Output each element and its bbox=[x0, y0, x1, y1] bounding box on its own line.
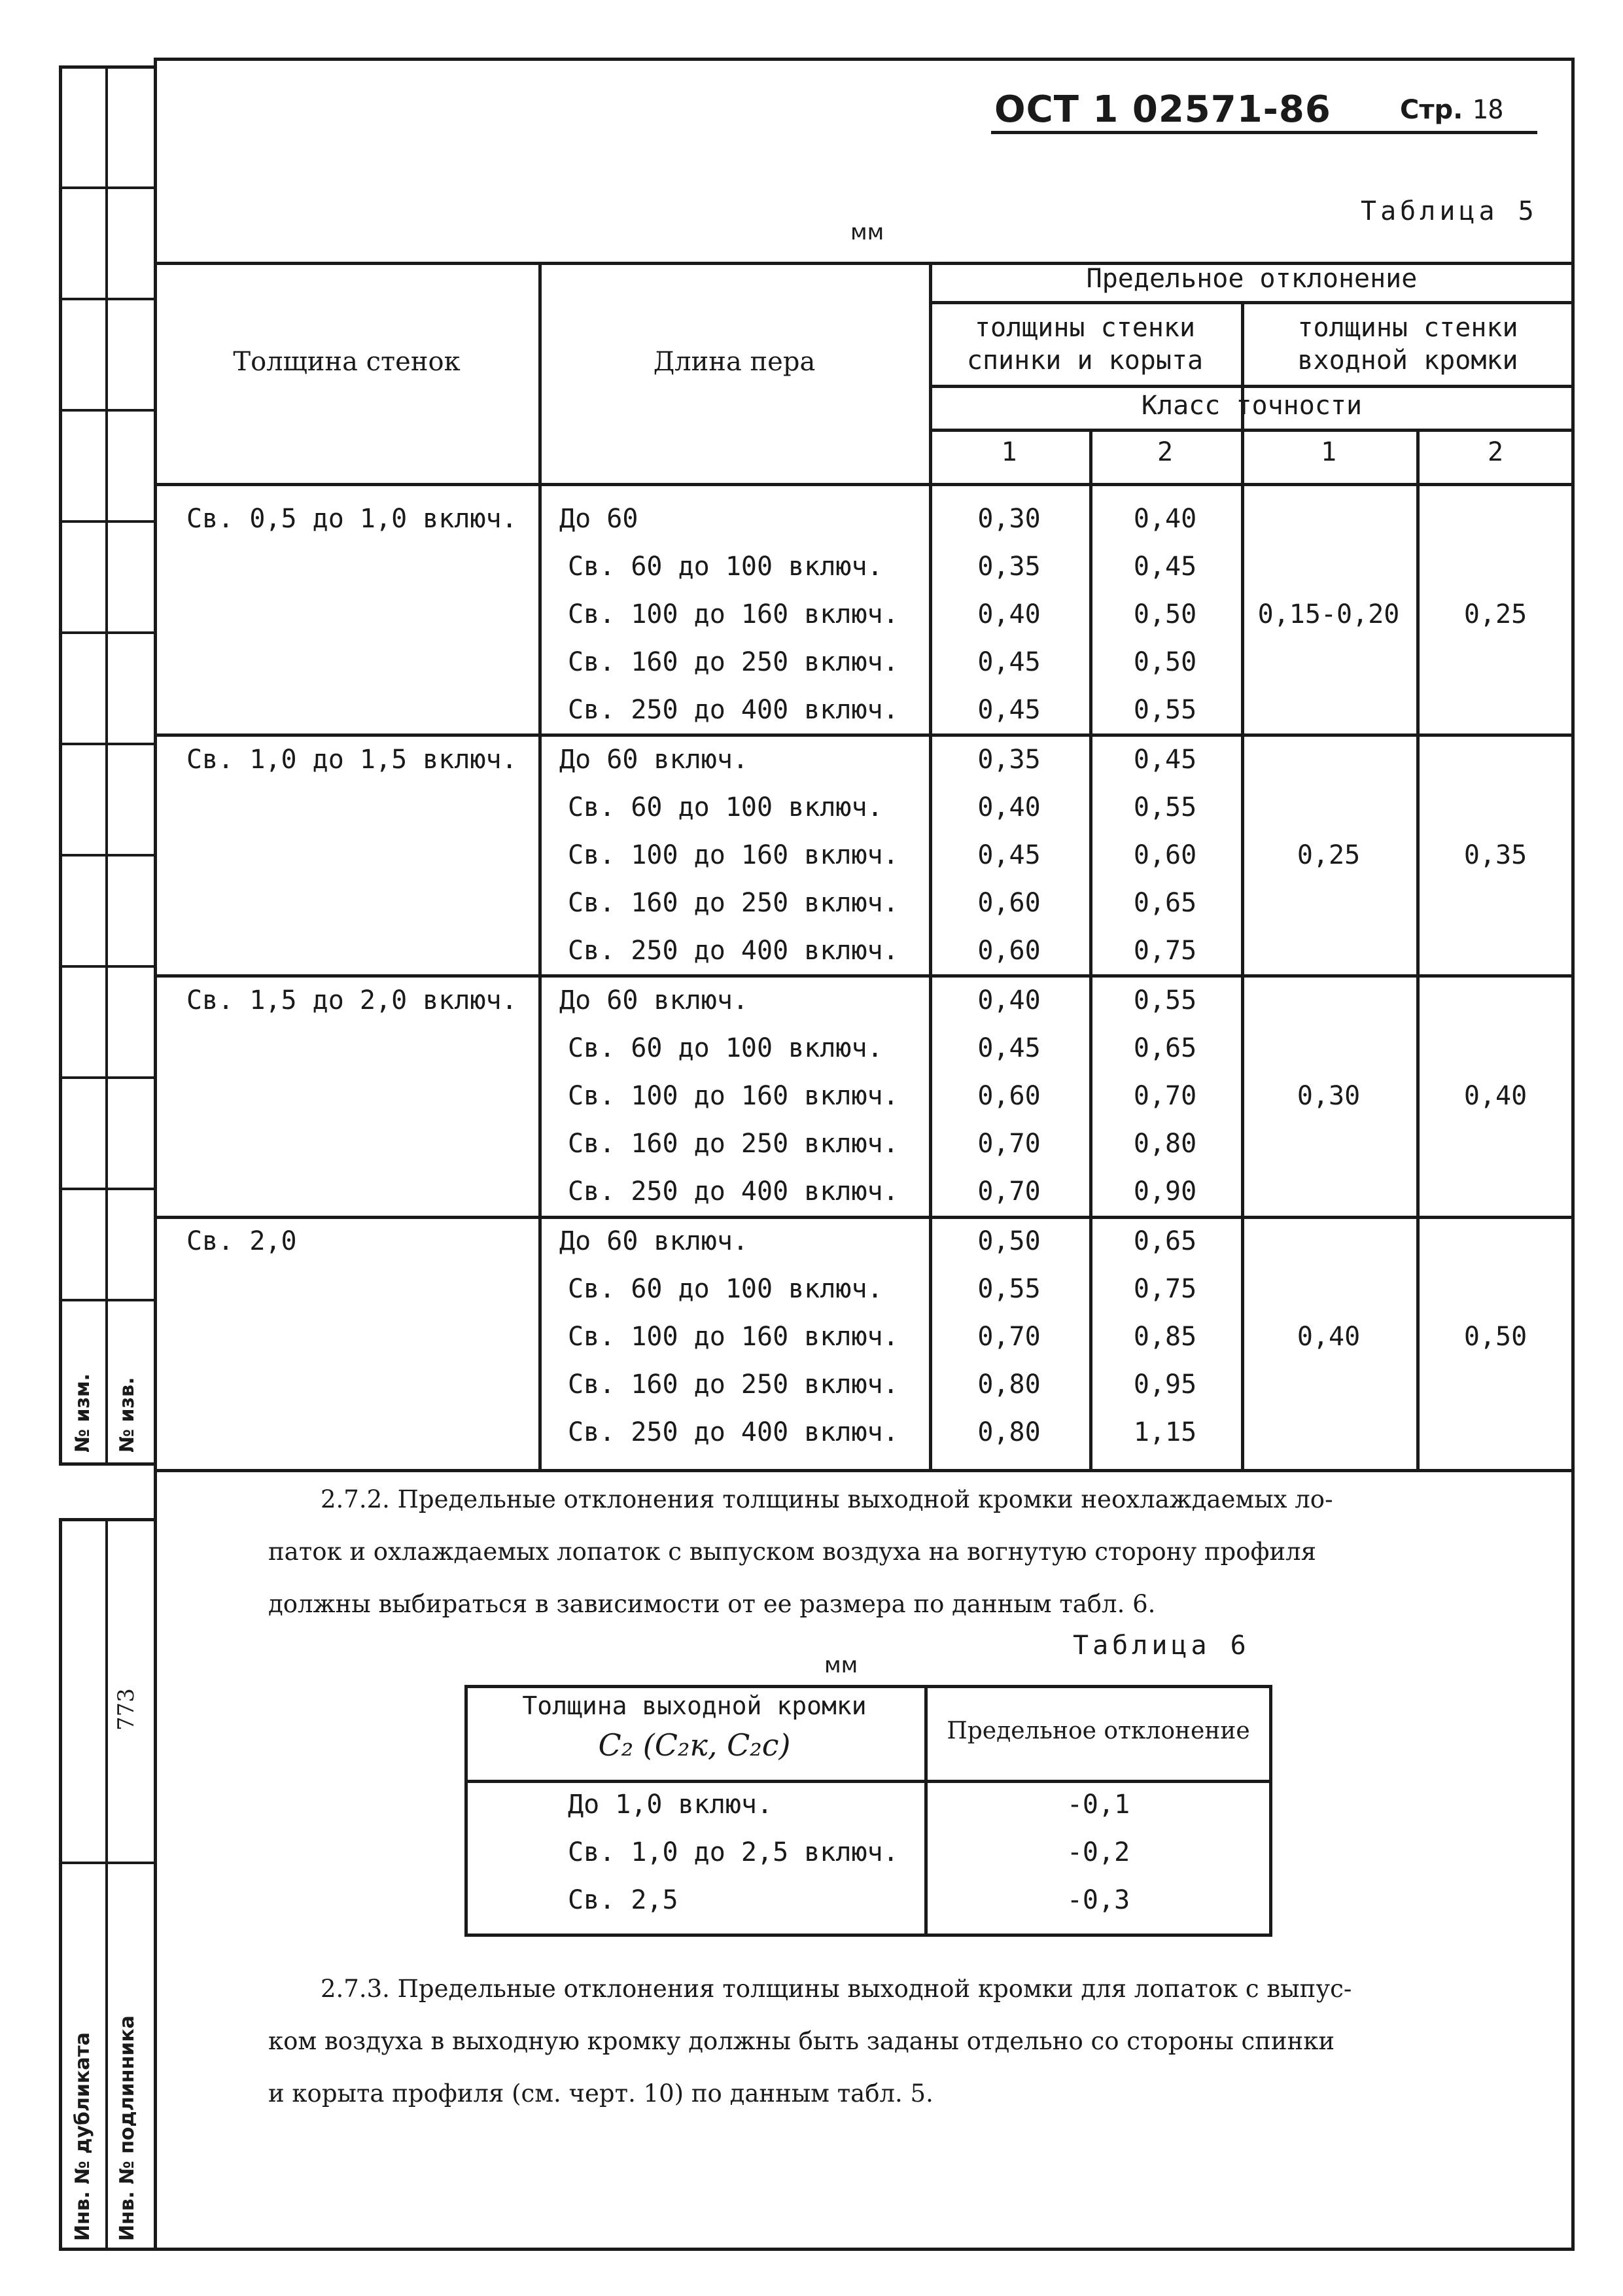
table5-value-class2: 0,65 bbox=[1133, 1033, 1197, 1063]
table5-edge-class1: 0,40 bbox=[1297, 1322, 1361, 1352]
table5-value-class2: 0,50 bbox=[1133, 647, 1197, 677]
header-underline bbox=[991, 131, 1537, 134]
table5-header-back-line2: спинки и корыта bbox=[966, 345, 1204, 376]
table5-value-class1: 0,45 bbox=[977, 840, 1041, 870]
table6-unit: мм bbox=[824, 1652, 858, 1678]
table5-unit: мм bbox=[850, 219, 884, 245]
table5-header-class2: 2 bbox=[1157, 437, 1174, 467]
table5-length: Св. 60 до 100 включ. bbox=[568, 1274, 883, 1304]
table5-value-class2: 0,80 bbox=[1133, 1129, 1197, 1159]
table6-size: Св. 1,0 до 2,5 включ. bbox=[568, 1837, 899, 1867]
table5-value-class1: 0,60 bbox=[977, 888, 1041, 918]
table5-header-class4: 2 bbox=[1487, 437, 1504, 467]
table6-header-thickness: Толщина выходной кромки bbox=[522, 1691, 867, 1720]
table5-length: Св. 100 до 160 включ. bbox=[568, 840, 899, 870]
table5-header-back-line1: толщины стенки bbox=[974, 313, 1196, 343]
table5-value-class1: 0,40 bbox=[977, 599, 1041, 629]
table5-length: Св. 100 до 160 включ. bbox=[568, 1322, 899, 1352]
table5-value-class1: 0,80 bbox=[977, 1417, 1041, 1447]
table5-value-class2: 0,65 bbox=[1133, 888, 1197, 918]
paragraph-2-7-3 bbox=[268, 1963, 1511, 2120]
table5-edge-class1: 0,30 bbox=[1297, 1081, 1361, 1111]
table5-length: Св. 250 до 400 включ. bbox=[568, 1417, 899, 1447]
table5-value-class1: 0,60 bbox=[977, 1081, 1041, 1111]
table5-header-deviation: Предельное отклонение bbox=[1086, 264, 1418, 294]
table5-value-class2: 0,55 bbox=[1133, 695, 1197, 725]
paragraph-line: должны выбираться в зависимости от ее размера по данным табл. 6. bbox=[268, 1590, 1156, 1618]
document-code: ОСТ 1 02571-86 bbox=[994, 88, 1331, 131]
table5-length: Св. 160 до 250 включ. bbox=[568, 888, 899, 918]
table5-length: Св. 60 до 100 включ. bbox=[568, 552, 883, 582]
table5-value-class1: 0,70 bbox=[977, 1129, 1041, 1159]
inventory-strip bbox=[59, 1518, 154, 2251]
table5-value-class2: 0,60 bbox=[1133, 840, 1197, 870]
table5-value-class1: 0,60 bbox=[977, 936, 1041, 966]
paragraph-2-7-2 bbox=[268, 1474, 1511, 1631]
table6-header-deviation: Предельное отклонение bbox=[947, 1718, 1250, 1744]
table6-header-formula: C₂ (C₂к, C₂с) bbox=[598, 1727, 791, 1763]
table5-value-class1: 0,45 bbox=[977, 1033, 1041, 1063]
table5-group-thickness: Св. 1,0 до 1,5 включ. bbox=[186, 745, 517, 775]
table5-edge-class2: 0,40 bbox=[1463, 1081, 1527, 1111]
table5-value-class2: 0,45 bbox=[1133, 745, 1197, 775]
table5-length: Св. 250 до 400 включ. bbox=[568, 1176, 899, 1207]
table5-value-class2: 0,75 bbox=[1133, 1274, 1197, 1304]
table5-edge-class2: 0,25 bbox=[1463, 599, 1527, 629]
table5-length: Св. 160 до 250 включ. bbox=[568, 1129, 899, 1159]
table5-length: До 60 включ. bbox=[559, 1226, 748, 1256]
table5-group-thickness: Св. 1,5 до 2,0 включ. bbox=[186, 985, 517, 1016]
page-label: Стр. bbox=[1400, 95, 1463, 125]
izv-label: № изв. bbox=[116, 1377, 139, 1453]
table5-value-class1: 0,30 bbox=[977, 504, 1041, 534]
table5-header-thickness: Толщина стенок bbox=[233, 347, 461, 377]
table5-header-edge-line1: толщины стенки bbox=[1297, 313, 1518, 343]
table5-header-class3: 1 bbox=[1320, 437, 1337, 467]
paragraph-line: 2.7.3. Предельные отклонения толщины выходной кромки для лопаток с выпус- bbox=[321, 1975, 1352, 2003]
paragraph-line: 2.7.2. Предельные отклонения толщины выходной кромки неохлаждаемых ло- bbox=[321, 1485, 1333, 1513]
table5-group-thickness: Св. 0,5 до 1,0 включ. bbox=[186, 504, 517, 534]
table5-value-class2: 0,45 bbox=[1133, 552, 1197, 582]
table5-length: Св. 100 до 160 включ. bbox=[568, 1081, 899, 1111]
table5-header-class1: 1 bbox=[1001, 437, 1017, 467]
table5-header-edge-line2: входной кромки bbox=[1297, 345, 1518, 376]
table5-length: Св. 100 до 160 включ. bbox=[568, 599, 899, 629]
table5-value-class1: 0,70 bbox=[977, 1176, 1041, 1207]
table5-length: До 60 bbox=[559, 504, 638, 534]
table5-length: Св. 160 до 250 включ. bbox=[568, 1369, 899, 1400]
table5-value-class2: 0,65 bbox=[1133, 1226, 1197, 1256]
table5-value-class1: 0,40 bbox=[977, 792, 1041, 822]
paragraph-line: ком воздуха в выходную кромку должны быть заданы отдельно со стороны спинки bbox=[268, 2027, 1335, 2055]
table5-header-length: Длина пера bbox=[653, 347, 816, 377]
revision-strip bbox=[59, 65, 154, 1466]
table5-value-class1: 0,50 bbox=[977, 1226, 1041, 1256]
table6-deviation: -0,1 bbox=[1066, 1790, 1130, 1820]
table5-edge-class1: 0,25 bbox=[1297, 840, 1361, 870]
table5-value-class1: 0,40 bbox=[977, 985, 1041, 1016]
table5-edge-class2: 0,35 bbox=[1463, 840, 1527, 870]
table5-value-class2: 0,40 bbox=[1133, 504, 1197, 534]
table5-value-class2: 0,55 bbox=[1133, 792, 1197, 822]
table5-value-class2: 0,85 bbox=[1133, 1322, 1197, 1352]
table5-value-class2: 0,50 bbox=[1133, 599, 1197, 629]
table6-size: До 1,0 включ. bbox=[568, 1790, 773, 1820]
table5-length: До 60 включ. bbox=[559, 745, 748, 775]
izm-label: № изм. bbox=[71, 1373, 94, 1453]
table5-value-class2: 0,90 bbox=[1133, 1176, 1197, 1207]
podl-label: Инв. № подлинника bbox=[116, 2015, 139, 2241]
table5-length: Св. 60 до 100 включ. bbox=[568, 1033, 883, 1063]
table5-group-thickness: Св. 2,0 bbox=[186, 1226, 297, 1256]
table5-value-class2: 0,55 bbox=[1133, 985, 1197, 1016]
table5-value-class2: 0,95 bbox=[1133, 1369, 1197, 1400]
table5-value-class2: 1,15 bbox=[1133, 1417, 1197, 1447]
table5-value-class1: 0,45 bbox=[977, 695, 1041, 725]
table5-caption: Таблица 5 bbox=[1361, 196, 1538, 226]
inventory-number: 773 bbox=[113, 1688, 139, 1731]
table6-size: Св. 2,5 bbox=[568, 1885, 678, 1915]
table5-value-class1: 0,45 bbox=[977, 647, 1041, 677]
page-number: 18 bbox=[1472, 95, 1504, 125]
table5-edge-class1: 0,15-0,20 bbox=[1257, 599, 1400, 629]
table5-length: Св. 160 до 250 включ. bbox=[568, 647, 899, 677]
table5-length: Св. 250 до 400 включ. bbox=[568, 936, 899, 966]
paragraph-line: и корыта профиля (см. черт. 10) по данным табл. 5. bbox=[268, 2079, 934, 2108]
table5-value-class1: 0,55 bbox=[977, 1274, 1041, 1304]
table5-value-class2: 0,70 bbox=[1133, 1081, 1197, 1111]
table5-value-class1: 0,70 bbox=[977, 1322, 1041, 1352]
paragraph-line: паток и охлаждаемых лопаток с выпуском воздуха на вогнутую сторону профиля bbox=[268, 1538, 1316, 1566]
dubl-label: Инв. № дубликата bbox=[71, 2032, 94, 2241]
table5-length: Св. 60 до 100 включ. bbox=[568, 792, 883, 822]
table5-value-class1: 0,35 bbox=[977, 745, 1041, 775]
table5-value-class1: 0,35 bbox=[977, 552, 1041, 582]
table5-value-class2: 0,75 bbox=[1133, 936, 1197, 966]
page-indicator bbox=[1400, 95, 1503, 125]
table6-deviation: -0,3 bbox=[1066, 1885, 1130, 1915]
table6-caption: Таблица 6 bbox=[1073, 1631, 1250, 1661]
table6-deviation: -0,2 bbox=[1066, 1837, 1130, 1867]
table5-length: До 60 включ. bbox=[559, 985, 748, 1016]
table5-length: Св. 250 до 400 включ. bbox=[568, 695, 899, 725]
table5-edge-class2: 0,50 bbox=[1463, 1322, 1527, 1352]
table5-header-accuracy: Класс точности bbox=[1141, 391, 1363, 421]
table5-value-class1: 0,80 bbox=[977, 1369, 1041, 1400]
